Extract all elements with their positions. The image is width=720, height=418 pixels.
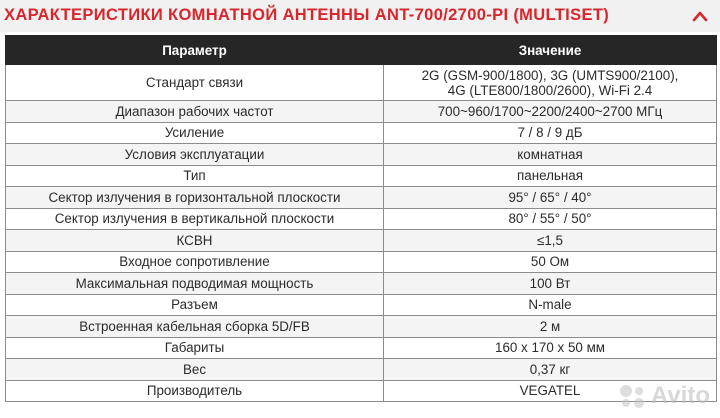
table-row [6,273,717,295]
param-cell: Тип [6,165,384,187]
param-cell: Сектор излучения в горизонтальной плоскости [6,187,384,209]
table-row [6,230,717,252]
chevron-up-icon [692,10,708,22]
table-row [6,165,717,187]
value-cell: 0,37 кг [384,359,717,381]
value-cell: ≤1,5 [384,230,717,252]
param-cell: Усиление [6,122,384,144]
value-line: 4G (LTE800/1800/2600), Wi-Fi 2.4 [447,82,653,98]
table-row [6,359,717,381]
value-line: 2G (GSM-900/1800), 3G (UMTS900/2100), [421,67,679,83]
param-cell: Разъем [6,294,384,316]
param-cell: Встроенная кабельная сборка 5D/FB [6,316,384,338]
param-cell: КСВН [6,230,384,252]
watermark-text: Avito [650,382,710,409]
specs-table [5,35,717,402]
column-header-value: Значение [384,36,717,65]
param-cell: Входное сопротивление [6,251,384,273]
value-cell: 7 / 8 / 9 дБ [384,122,717,144]
value-cell: VEGATEL [384,380,717,402]
section-title: ХАРАКТЕРИСТИКИ КОМНАТНОЙ АНТЕННЫ ANT-700/2700-PI (MULTISET) [4,6,610,24]
param-cell: Вес [6,359,384,381]
value-cell [384,65,717,101]
value-cell: панельная [384,165,717,187]
value-cell: 50 Ом [384,251,717,273]
table-header-row [6,36,717,65]
table-row [6,337,717,359]
table-row [6,187,717,209]
value-cell: 100 Вт [384,273,717,295]
value-cell: N-male [384,294,717,316]
table-row [6,65,717,101]
value-cell: 80° / 55° / 50° [384,208,717,230]
param-cell: Стандарт связи [6,65,384,101]
value-cell: 700~960/1700~2200/2400~2700 МГц [384,101,717,123]
avito-watermark [617,382,710,410]
param-cell: Условия эксплуатации [6,144,384,166]
section-header[interactable] [0,0,720,32]
table-row [6,144,717,166]
table-row [6,294,717,316]
column-header-parameter: Параметр [6,36,384,65]
table-row [6,316,717,338]
param-cell: Диапазон рабочих частот [6,101,384,123]
table-row [6,122,717,144]
avito-logo-icon [617,383,647,409]
collapse-button[interactable] [688,4,712,28]
table-row [6,208,717,230]
param-cell: Максимальная подводимая мощность [6,273,384,295]
value-cell: 95° / 65° / 40° [384,187,717,209]
value-cell: комнатная [384,144,717,166]
param-cell: Сектор излучения в вертикальной плоскости [6,208,384,230]
table-row [6,380,717,402]
param-cell: Производитель [6,380,384,402]
value-cell: 160 x 170 x 50 мм [384,337,717,359]
table-row [6,251,717,273]
param-cell: Габариты [6,337,384,359]
value-cell: 2 м [384,316,717,338]
table-row [6,101,717,123]
